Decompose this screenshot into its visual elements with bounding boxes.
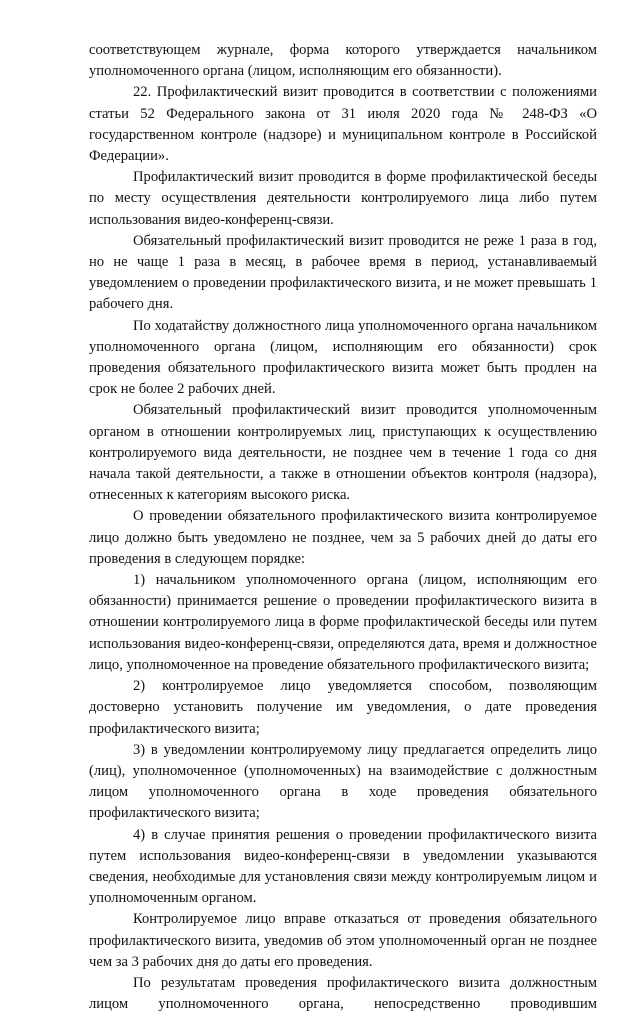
- list-item-4-video-conference: 4) в случае принятия решения о проведении профилактического визита путем использования видео-конференц-связи в уведомлении указываются сведения, необходимые для установления связи между контролируемым лицом и уполномоченным органом.: [89, 826, 597, 907]
- paragraph-22-preventive-visit: 22. Профилактический визит проводится в соответствии с положениями статьи 52 Федерального закона от 31 июля 2020 года № 248-ФЗ «О государственном контроле (надзоре) и муниципальном контроле в Российской Федерации».: [89, 84, 597, 165]
- paragraph-visit-results: По результатам проведения профилактического визита должностным лицом уполномоченного органа, непосредственно проводившим: [89, 974, 597, 1013]
- paragraph-visit-form: Профилактический визит проводится в форме профилактической беседы по месту осуществления деятельности контролируемого лица либо путем использования видео-конференц-связи.: [89, 169, 597, 228]
- paragraph-notification-order: О проведении обязательного профилактического визита контролируемое лицо должно быть уведомлено не позднее, чем за 5 рабочих дней до даты его проведения в следующем порядке:: [89, 508, 597, 567]
- paragraph-refusal-right: Контролируемое лицо вправе отказаться от проведения обязательного профилактического визита, уведомив об этом уполномоченный орган не позднее чем за 3 рабочих дня до даты его проведения.: [89, 911, 597, 970]
- paragraph-mandatory-visit-scope: Обязательный профилактический визит проводится уполномоченным органом в отношении контролируемых лиц, приступающих к осуществлению контролируемого вида деятельности, не позднее чем в течение 1 года со дня начала такой деятельности, а также в отношении объектов контроля (надзора), отнесенных к категориям высокого риска.: [89, 402, 597, 504]
- list-item-1-decision: 1) начальником уполномоченного органа (лицом, исполняющим его обязанности) принимается решение о проведении профилактического визита в отношении контролируемого лица в форме профилактической беседы или путем использования видео-конференц-связи, определяются дата, время и должностное лицо, уполномоченное на проведение обязательного профилактического визита;: [89, 572, 597, 673]
- list-item-2-notification: 2) контролируемое лицо уведомляется способом, позволяющим достоверно установить получение им уведомления, о дате проведения профилактического визита;: [89, 678, 597, 737]
- paragraph-journal-form: соответствующем журнале, форма которого утверждается начальником уполномоченного органа (лицом, исполняющим его обязанности).: [89, 42, 597, 80]
- document-page: [89, 40, 597, 1015]
- list-item-3-representative: 3) в уведомлении контролируемому лицу предлагается определить лицо (лиц), уполномоченное (уполномоченных) на взаимодействие с должностным лицом уполномоченного органа в ходе проведения обязательного профилактического визита;: [89, 741, 597, 822]
- paragraph-visit-frequency: Обязательный профилактический визит проводится не реже 1 раза в год, но не чаще 1 раза в месяц, в рабочее время в период, устанавливаемый уведомлением о проведении профилактического визита, и не может превышать 1 рабочего дня.: [89, 232, 597, 313]
- paragraph-visit-extension: По ходатайству должностного лица уполномоченного органа начальником уполномоченного органа (лицом, исполняющим его обязанности) срок проведения обязательного профилактического визита может быть продлен на срок не более 2 рабочих дней.: [89, 317, 597, 398]
